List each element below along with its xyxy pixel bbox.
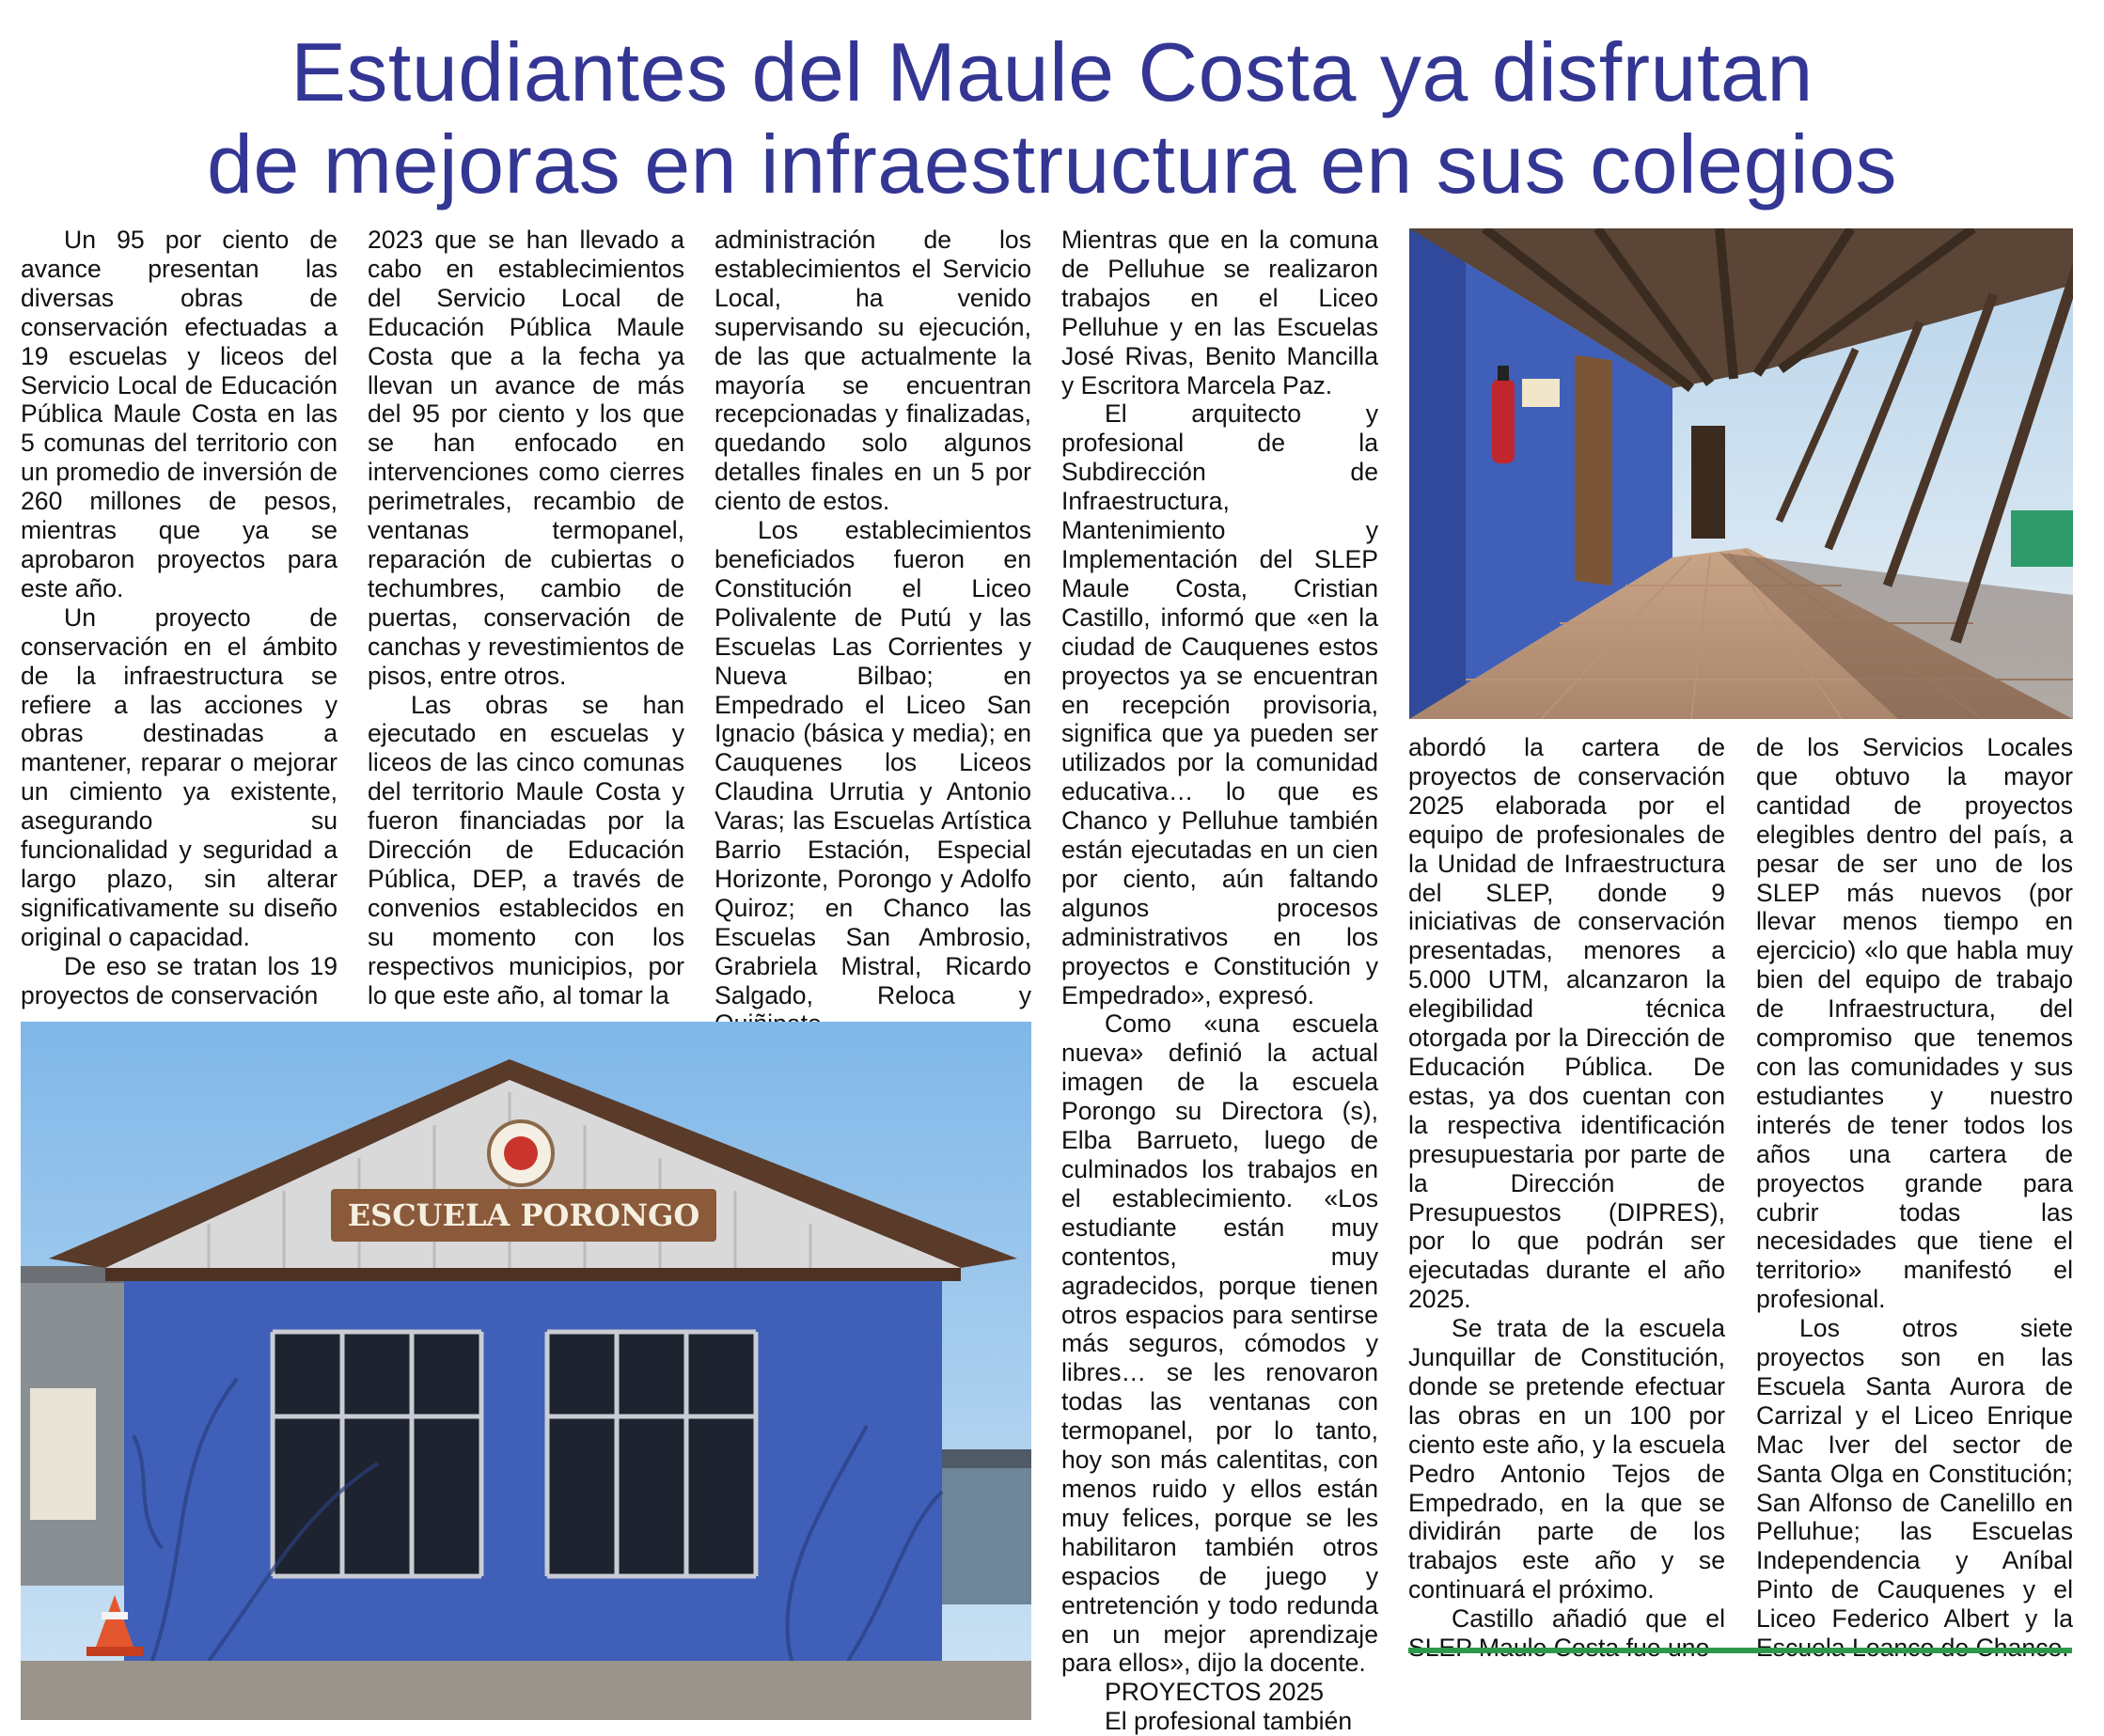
headline	[0, 26, 2104, 211]
headline-line-1: Estudiantes del Maule Costa ya disfrutan	[290, 25, 1814, 118]
paragraph: Se trata de la escuela Junquillar de Constitución, donde se pretende efectuar las obras en un 100 por ciento este año, y la escuela Pedro Antonio Tejos de Empedrado, en la que se dividirán parte de los trabajos este año y se continuará el próximo.	[1408, 1314, 1725, 1604]
paragraph: de los Servicios Locales que obtuvo la mayor cantidad de proyectos elegibles dentro del país, a pesar de ser uno de los SLEP más nuevos (por llevar menos tiempo en ejercicio) «lo que habla muy bien del equipo de trabajo de Infraestructura, del compromiso que tenemos con las comunidades y sus estudiantes y nuestro interés de tener todos los años una cartera de proyectos grande para cubrir todas las necesidades que tiene el territorio» manifestó el profesional.	[1756, 733, 2073, 1314]
article-column-6	[1756, 733, 2073, 1663]
article-column-5	[1408, 733, 1725, 1663]
paragraph: El profesional también	[1105, 1707, 1353, 1736]
paragraph: Un proyecto de conservación en el ámbito de la infraestructura se refiere a las acciones y obras destinadas a mantener, reparar o mejorar un cimiento ya existente, asegurando su funcionalidad y seguridad a largo plazo, sin alterar significativamente su diseño original o capacidad.	[21, 602, 338, 951]
headline-line-2: de mejoras en infraestructura en sus colegios	[206, 117, 1898, 211]
school-sign-text: ESCUELA PORONGO	[347, 1197, 700, 1233]
paragraph: Los otros siete proyectos son en las Escuela Santa Aurora de Carrizal y el Liceo Enrique Mac Iver del sector de Santa Olga en Constitución; San Alfonso de Canelillo en Pelluhue; las Escuelas Independencia y Aníbal Pinto de Cauquenes y el Liceo Federico Albert y la	[1756, 1314, 2073, 1634]
article-end-rule	[1408, 1648, 2072, 1653]
article-column-2	[368, 226, 684, 1009]
photo-escuela-porongo	[21, 1022, 1031, 1720]
article-column-1	[21, 226, 338, 1009]
paragraph: Como «una escuela nueva» definió la actual imagen de la escuela Porongo su Directora (s), Elba Barrueto, luego de culminados los trabajos en el establecimiento. «Los estudiante están muy contentos, muy agradecidos, porque tienen otros espacios para sentirse más seguros, cómodos y libres… se les renovaron todas las ventanas con termopanel, por lo tanto, hoy son más calentitas, con menos ruido y ellos están muy felices, porque se les habilitaron también otros espacios de juego y entretención y todo redunda en un mejor aprendizaje para ellos», dijo la docente.	[1061, 1009, 1378, 1678]
paragraph: De eso se tratan los 19 proyectos de conservación	[21, 951, 338, 1009]
paragraph: Castillo añadió que el	[1452, 1604, 1725, 1634]
fire-extinguisher-icon	[1492, 379, 1515, 463]
paragraph: Los establecimientos beneficiados fueron en Constitución el Liceo Polivalente de Putú y las Escuelas Las Corrientes y Nueva Bilbao; en Empedrado el Liceo San Ignacio (básica y media); en Cauquenes los Liceos Claudina Urrutia y Antonio Varas; las Escuelas Artística Barrio Estación, Especial Horizonte, Porongo y Adolfo Quiroz; en Chanco las Escuelas San Ambrosio, Grabriela Mistral, Ricardo Salgado, Reloca y	[714, 516, 1031, 1009]
paragraph: Las obras se han ejecutado en escuelas y liceos de las cinco comunas del territorio Maule Costa y fueron financiadas por la Dirección de Educación Pública, DEP, a través de convenios establecidos en su momento con los respectivos municipios, por lo que este año, al tomar la	[368, 690, 684, 1009]
paragraph: 2023 que se han llevado a cabo en establecimientos del Servicio Local de Educación Pública Maule Costa que a la fecha ya llevan un avance de más del 95 por ciento y los que se han enfocado en intervenciones como cierres perimetrales, recambio de ventanas termopanel, reparación de cubiertas o techumbres, cambio de puertas, conservación de canchas y revestimientos de pisos, entre otros.	[368, 226, 684, 690]
section-subheading: PROYECTOS 2025	[1105, 1678, 1325, 1707]
paragraph: abordó la cartera de proyectos de conservación 2025 elaborada por el equipo de profesionales de la Unidad de Infraestructura del SLEP, donde 9 iniciativas de conservación presentadas, menores a 5.000 UTM, alcanzaron la elegibilidad técnica otorgada por la Dirección de Educación Pública. De estas, ya dos cuentan con la respectiva identificación presupuestaria por parte de la Dirección de Presupuestos (DIPRES), por lo que podrán ser ejecutadas durante el año 2025.	[1408, 733, 1725, 1314]
photo-school-corridor	[1409, 228, 2073, 719]
article-column-4	[1061, 226, 1378, 1736]
paragraph: administración de los establecimientos el Servicio Local, ha venido supervisando su ejecución, de las que actualmente la mayoría se encuentran recepcionadas y finalizadas, quedando solo algunos detalles finales en un 5 por ciento de estos.	[714, 226, 1031, 516]
paragraph: Mientras que en la comuna de Pelluhue se realizaron trabajos en el Liceo Pelluhue y en las Escuelas José Rivas, Benito Mancilla y Escritora Marcela Paz.	[1061, 226, 1378, 399]
window-left	[273, 1332, 481, 1576]
paragraph: Un 95 por ciento de avance presentan las diversas obras de conservación efectuadas a 19 escuelas y liceos del Servicio Local de Educación Pública Maule Costa en las 5 comunas del territorio con un promedio de inversión de 260 millones de pesos, mientras que ya se aprobaron proyectos para este año.	[21, 226, 338, 602]
paragraph: El arquitecto y profesional de la Subdirección de Infraestructura, Mantenimiento y Implementación del SLEP Maule Costa, Cristian Castillo, informó que «en la ciudad de Cauquenes estos proyectos ya se encuentran en recepción provisoria, significa que ya pueden ser utilizados por la comunidad educativa… lo que es Chanco y Pelluhue también están ejecutadas en un cien por ciento, aún faltando algunos procesos administrativos en los proyectos e Constitución y Empedrado», expresó.	[1061, 399, 1378, 1009]
window-right	[547, 1332, 756, 1576]
article-column-3	[714, 226, 1031, 1039]
